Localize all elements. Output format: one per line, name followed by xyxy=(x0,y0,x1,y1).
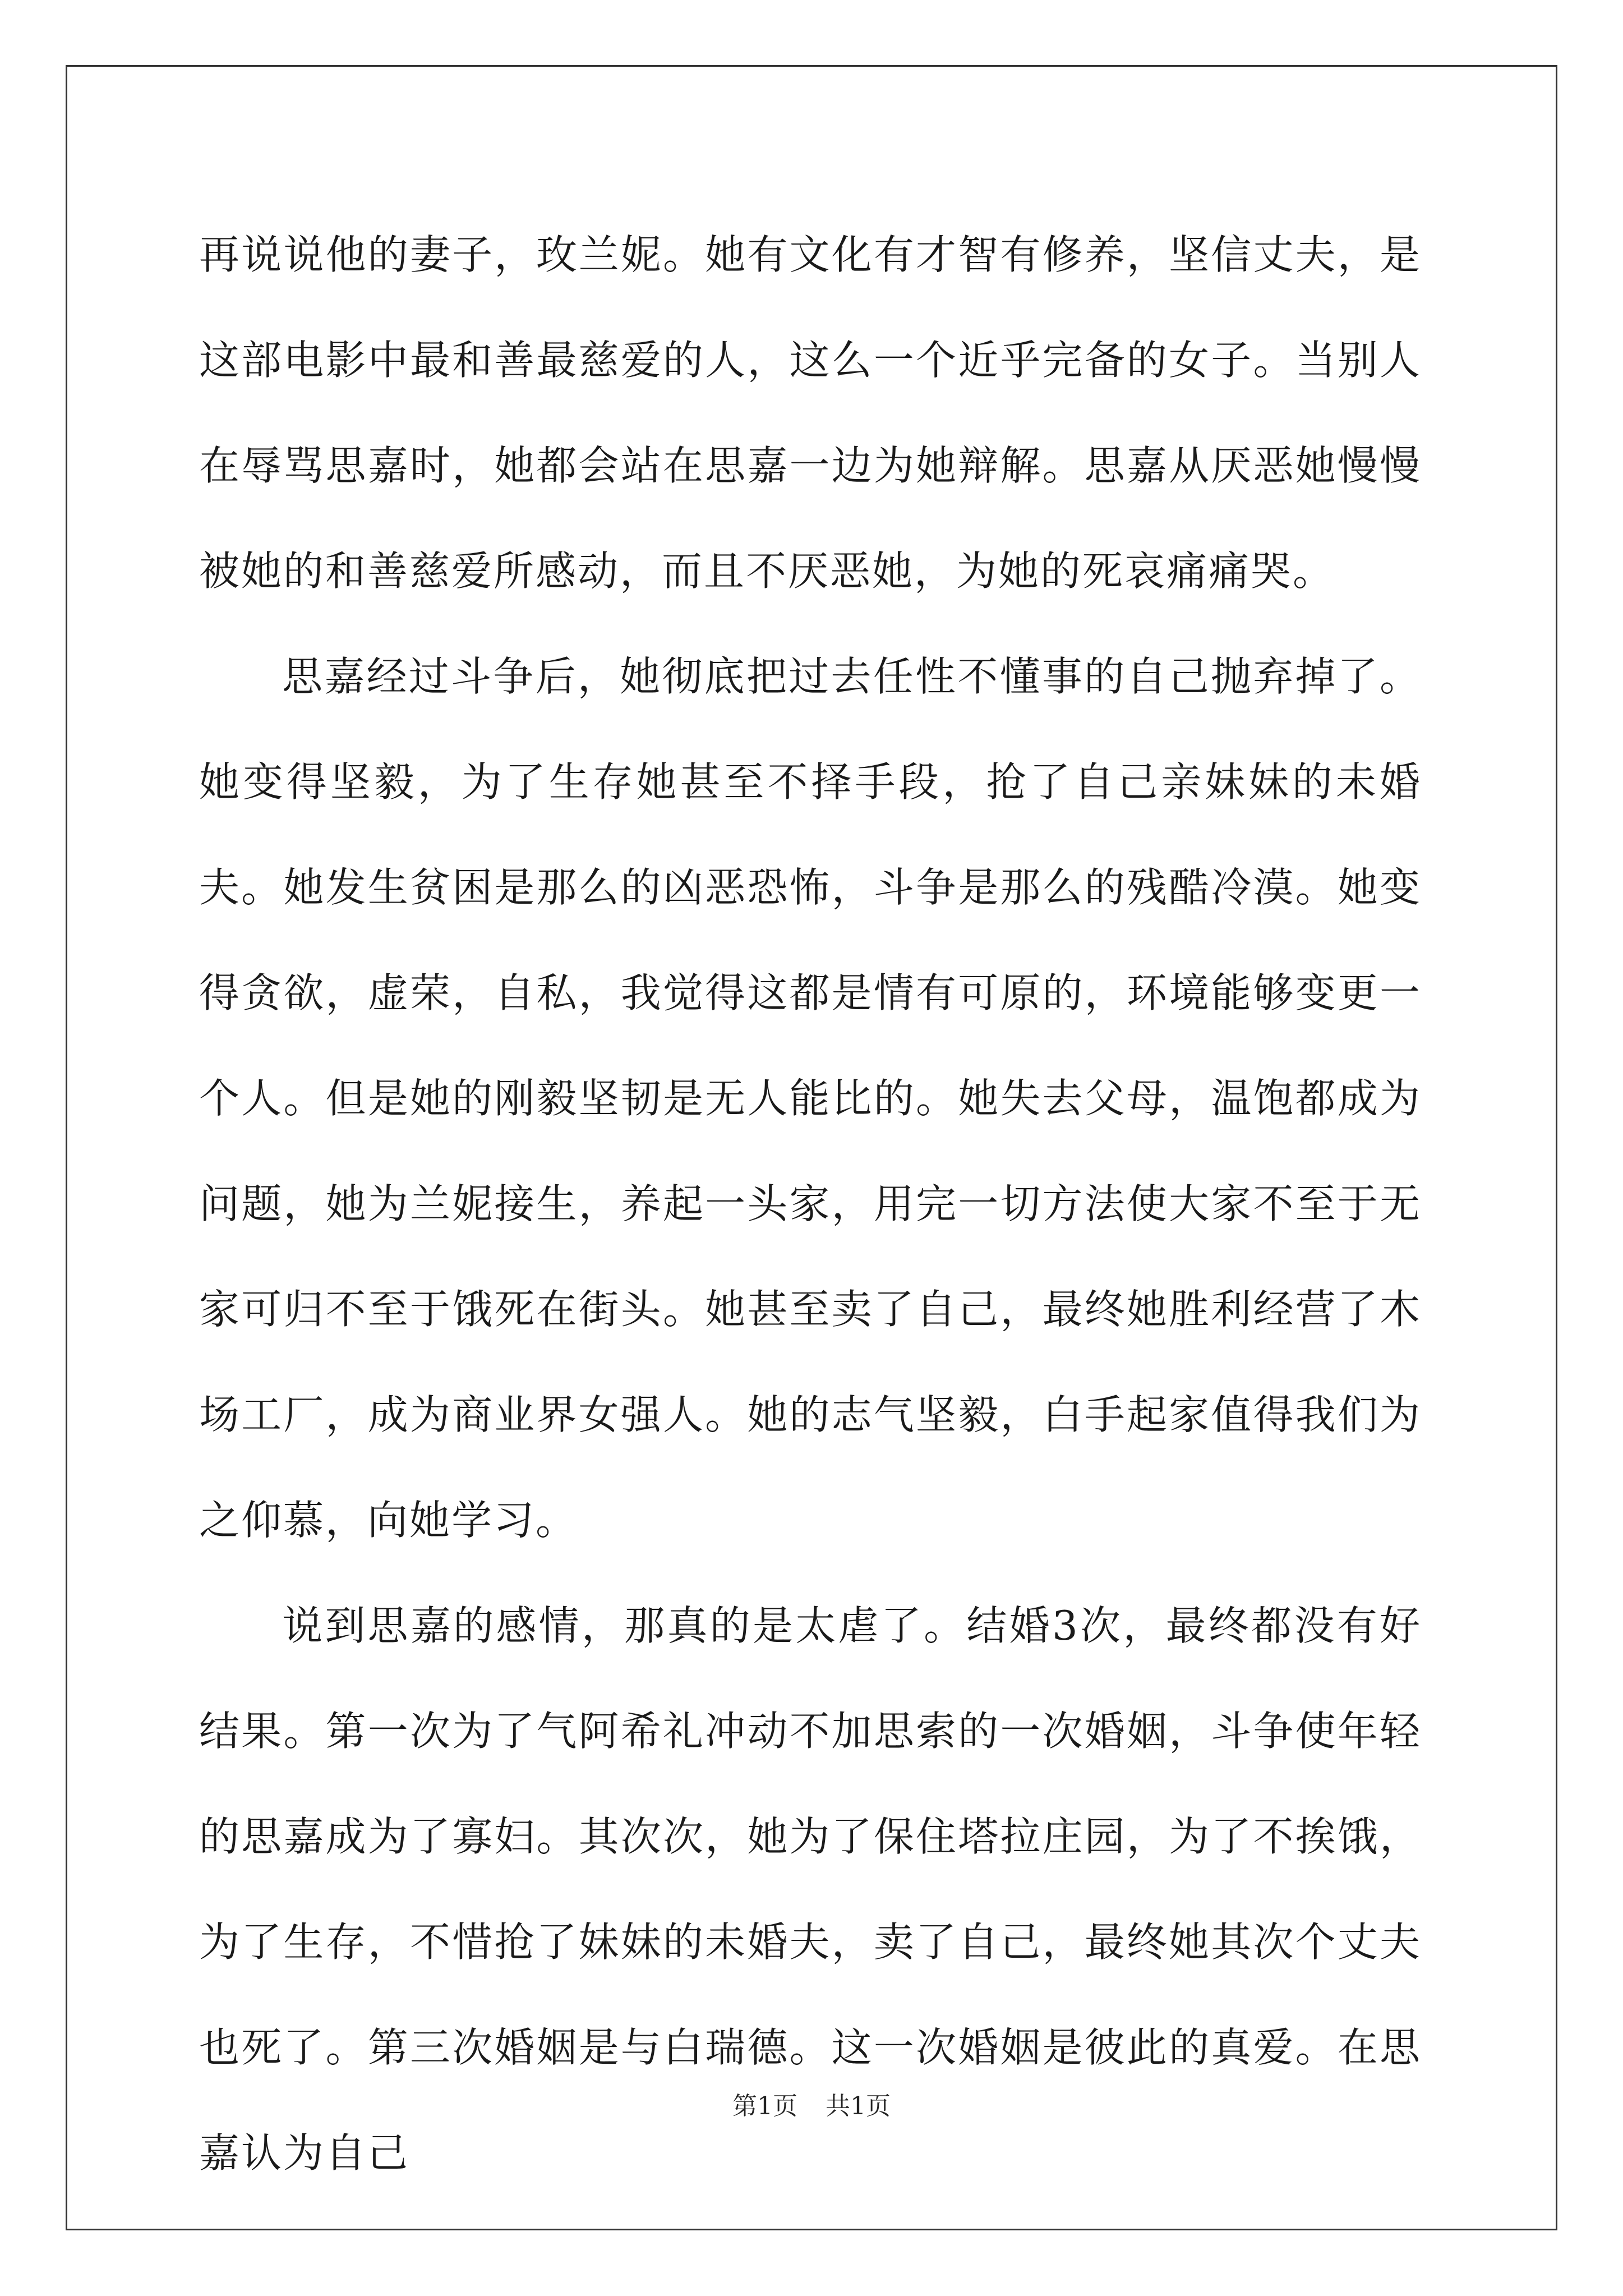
document-body xyxy=(199,202,1422,2206)
paragraph-1: 再说说他的妻子，玫兰妮。她有文化有才智有修养，坚信丈夫，是这部电影中最和善最慈爱的人，这么一个近乎完备的女子。当别人在辱骂思嘉时，她都会站在思嘉一边为她辩解。思嘉从厌恶她慢慢被她的和善慈爱所感动，而且不厌恶她，为她的死哀痛痛哭。 xyxy=(199,231,1422,595)
page-footer xyxy=(0,2090,1623,2123)
page-number: 第1页 xyxy=(732,2092,797,2120)
paragraph-2: 思嘉经过斗争后，她彻底把过去任性不懂事的自己抛弃掉了。她变得坚毅，为了生存她甚至不择手段，抢了自己亲妹妹的未婚夫。她发生贫困是那么的凶恶恐怖，斗争是那么的残酷冷漠。她变得贪欲，虚荣，自私，我觉得这都是情有可原的，环境能够变更一个人。但是她的刚毅坚韧是无人能比的。她失去父母，温饱都成为问题，她为兰妮接生，养起一头家，用完一切方法使大家不至于无家可归不至于饿死在街头。她甚至卖了自己，最终她胜利经营了木场工厂，成为商业界女强人。她的志气坚毅，白手起家值得我们为之仰慕，向她学习。 xyxy=(199,653,1422,1544)
page-total: 共1页 xyxy=(826,2092,891,2120)
paragraph-3: 说到思嘉的感情，那真的是太虐了。结婚3次，最终都没有好结果。第一次为了气阿希礼冲动不加思索的一次婚姻，斗争使年轻的思嘉成为了寡妇。其次次，她为了保住塔拉庄园，为了不挨饿，为了生存，不惜抢了妹妹的未婚夫，卖了自己，最终她其次个丈夫也死了。第三次婚姻是与白瑞德。这一次婚姻是彼此的真爱。在思嘉认为自己 xyxy=(199,1602,1422,2177)
